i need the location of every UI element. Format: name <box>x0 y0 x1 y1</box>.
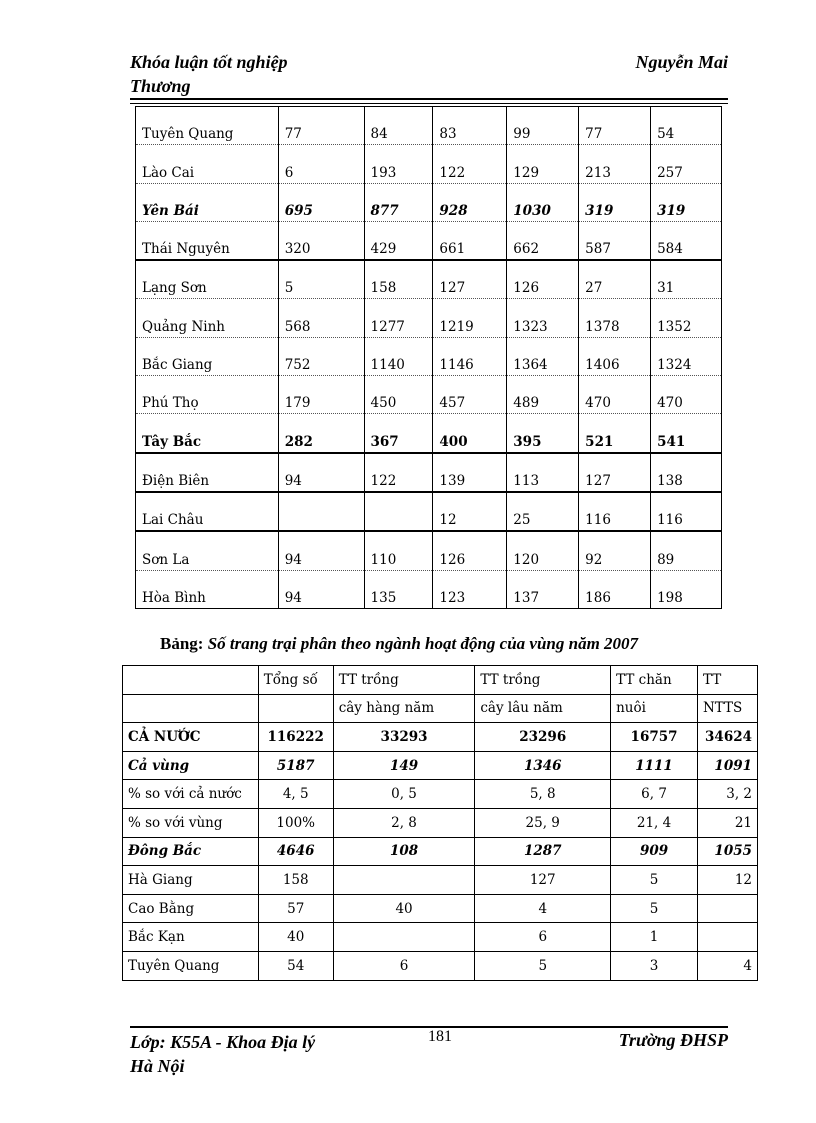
table-row <box>136 453 722 492</box>
table-cell: 1346 <box>475 751 611 780</box>
table-cell: 5 <box>475 951 611 980</box>
table-cell: 1111 <box>611 751 698 780</box>
table-cell: 25, 9 <box>475 808 611 837</box>
farm-count-table-continued <box>135 106 722 609</box>
table-cell: 5, 8 <box>475 780 611 809</box>
header-title-cont: Thương <box>130 76 191 96</box>
table-cell: 5 <box>611 894 698 923</box>
table-cell: 40 <box>258 923 333 952</box>
table-row <box>136 414 722 453</box>
table-cell: 113 <box>507 453 579 492</box>
table-cell: 1219 <box>433 299 507 337</box>
table-cell: 31 <box>651 260 722 299</box>
table-cell: 100% <box>258 808 333 837</box>
footer-city: Hà Nội <box>130 1056 185 1076</box>
footer-left <box>130 1030 315 1078</box>
table-cell: 25 <box>507 492 579 531</box>
table-cell: 158 <box>364 260 433 299</box>
table-cell: 1140 <box>364 337 433 375</box>
table-row <box>123 866 758 895</box>
table-cell: Tây Bắc <box>136 414 279 453</box>
table-cell: 1406 <box>579 337 651 375</box>
table-cell: 116222 <box>258 723 333 752</box>
table-cell: 116 <box>651 492 722 531</box>
table-cell: Cao Bằng <box>123 894 259 923</box>
footer-class: Lớp: K55A - Khoa Địa lý <box>130 1032 316 1052</box>
table-cell: 12 <box>697 866 757 895</box>
table-cell: Tổng số <box>258 666 333 695</box>
table-cell: Cả vùng <box>123 751 259 780</box>
table-cell: Đông Bắc <box>123 837 259 866</box>
table-cell: 83 <box>433 107 507 145</box>
table-cell: 110 <box>364 531 433 570</box>
table-cell: Quảng Ninh <box>136 299 279 337</box>
table-row <box>136 492 722 531</box>
page-number: 181 <box>428 1028 452 1045</box>
table-row <box>123 751 758 780</box>
table-cell: 135 <box>364 570 433 608</box>
table-cell: 54 <box>651 107 722 145</box>
table-cell: TT trồng <box>475 666 611 695</box>
table-cell: 6 <box>475 923 611 952</box>
table-cell: 429 <box>364 221 433 260</box>
table-cell: 1378 <box>579 299 651 337</box>
table-cell: 2, 8 <box>333 808 475 837</box>
table-cell: 4, 5 <box>258 780 333 809</box>
table-cell: 877 <box>364 183 433 221</box>
table-cell: 470 <box>579 376 651 414</box>
table-row <box>123 894 758 923</box>
table-row <box>136 107 722 145</box>
table-cell: 661 <box>433 221 507 260</box>
table-cell: 1091 <box>697 751 757 780</box>
table-cell: Sơn La <box>136 531 279 570</box>
table-cell: 695 <box>278 183 364 221</box>
table-row <box>136 570 722 608</box>
table-cell: 108 <box>333 837 475 866</box>
header-author: Nguyễn Mai <box>635 52 728 72</box>
table-cell: 457 <box>433 376 507 414</box>
table-cell: 584 <box>651 221 722 260</box>
table-cell: 12 <box>433 492 507 531</box>
table-cell: 4646 <box>258 837 333 866</box>
table-cell: Bắc Giang <box>136 337 279 375</box>
table-cell: 33293 <box>333 723 475 752</box>
table-cell: 198 <box>651 570 722 608</box>
table-cell: 3 <box>611 951 698 980</box>
table-cell: 5 <box>611 866 698 895</box>
table-cell: 27 <box>579 260 651 299</box>
table-cell: 120 <box>507 531 579 570</box>
table-cell: 587 <box>579 221 651 260</box>
table-cell: 752 <box>278 337 364 375</box>
table-row <box>136 221 722 260</box>
table-cell: 94 <box>278 453 364 492</box>
table-cell: Lai Châu <box>136 492 279 531</box>
table-cell: 1287 <box>475 837 611 866</box>
table-row <box>123 837 758 866</box>
table-cell: 92 <box>579 531 651 570</box>
table-cell: 127 <box>475 866 611 895</box>
table-cell: 320 <box>278 221 364 260</box>
table-cell: 367 <box>364 414 433 453</box>
table-cell: 470 <box>651 376 722 414</box>
table-cell <box>258 694 333 723</box>
table-row <box>136 531 722 570</box>
table-cell <box>333 923 475 952</box>
table-cell: 6 <box>333 951 475 980</box>
table-cell: 489 <box>507 376 579 414</box>
table-cell: 126 <box>507 260 579 299</box>
table-cell: 1324 <box>651 337 722 375</box>
table-cell: 179 <box>278 376 364 414</box>
table-cell: 1146 <box>433 337 507 375</box>
table-cell: 1364 <box>507 337 579 375</box>
table-cell: 928 <box>433 183 507 221</box>
table-cell: 6, 7 <box>611 780 698 809</box>
table-cell <box>123 694 259 723</box>
table-header-row <box>123 694 758 723</box>
table-row <box>136 145 722 183</box>
table-cell: 21 <box>697 808 757 837</box>
table-row <box>136 260 722 299</box>
table-cell <box>364 492 433 531</box>
table-cell: 54 <box>258 951 333 980</box>
table-cell: cây hàng năm <box>333 694 475 723</box>
table-row <box>136 376 722 414</box>
table-cell: 4 <box>475 894 611 923</box>
table-header-row <box>123 666 758 695</box>
table-cell: 0, 5 <box>333 780 475 809</box>
footer-school: Trường ĐHSP <box>618 1030 728 1050</box>
table-cell: CẢ NƯỚC <box>123 723 259 752</box>
table-cell: TT trồng <box>333 666 475 695</box>
table-cell: 1030 <box>507 183 579 221</box>
table-cell: 1055 <box>697 837 757 866</box>
table-cell: 1 <box>611 923 698 952</box>
table-cell: 257 <box>651 145 722 183</box>
table-row <box>123 951 758 980</box>
table-cell: 193 <box>364 145 433 183</box>
table-row <box>123 723 758 752</box>
table-cell <box>123 666 259 695</box>
table-row <box>123 923 758 952</box>
table-cell: 4 <box>697 951 757 980</box>
table-cell: 139 <box>433 453 507 492</box>
table-cell: 94 <box>278 531 364 570</box>
table-cell: 5187 <box>258 751 333 780</box>
table-row <box>136 299 722 337</box>
table-cell: 77 <box>278 107 364 145</box>
table-cell: % so với cả nước <box>123 780 259 809</box>
table-cell: Phú Thọ <box>136 376 279 414</box>
table-cell: 5 <box>278 260 364 299</box>
header-title: Khóa luận tốt nghiệp <box>130 52 288 72</box>
table-cell: 89 <box>651 531 722 570</box>
table-cell: TT <box>697 666 757 695</box>
table-cell: 1352 <box>651 299 722 337</box>
table-cell: 319 <box>651 183 722 221</box>
table-cell: 126 <box>433 531 507 570</box>
table-caption <box>160 634 638 654</box>
table-cell: 3, 2 <box>697 780 757 809</box>
table-cell: Lào Cai <box>136 145 279 183</box>
table-cell: 149 <box>333 751 475 780</box>
table-cell: 16757 <box>611 723 698 752</box>
table-cell: 40 <box>333 894 475 923</box>
table-cell: 909 <box>611 837 698 866</box>
table-cell: % so với vùng <box>123 808 259 837</box>
table-cell: Tuyên Quang <box>123 951 259 980</box>
table-cell: Hòa Bình <box>136 570 279 608</box>
table-cell: 99 <box>507 107 579 145</box>
table-cell: 84 <box>364 107 433 145</box>
table-cell: 94 <box>278 570 364 608</box>
header-rule <box>130 98 728 100</box>
table-cell: 158 <box>258 866 333 895</box>
table-cell: Hà Giang <box>123 866 259 895</box>
table-cell: Tuyên Quang <box>136 107 279 145</box>
table-cell: 127 <box>433 260 507 299</box>
table-row <box>136 183 722 221</box>
table-cell: 319 <box>579 183 651 221</box>
table-cell: Yên Bái <box>136 183 279 221</box>
table-cell <box>697 894 757 923</box>
table-cell: Thái Nguyên <box>136 221 279 260</box>
table-cell: 122 <box>364 453 433 492</box>
table-cell: 282 <box>278 414 364 453</box>
table-cell: 662 <box>507 221 579 260</box>
table-cell: 122 <box>433 145 507 183</box>
table-cell: 116 <box>579 492 651 531</box>
table-cell: 213 <box>579 145 651 183</box>
header-rule-thin <box>130 103 728 104</box>
table-cell: 400 <box>433 414 507 453</box>
table-cell: 541 <box>651 414 722 453</box>
table-cell: 521 <box>579 414 651 453</box>
table-cell: 450 <box>364 376 433 414</box>
table-cell: 186 <box>579 570 651 608</box>
table-row <box>123 780 758 809</box>
table-cell: 1323 <box>507 299 579 337</box>
table-cell: 34624 <box>697 723 757 752</box>
table-cell: Điện Biên <box>136 453 279 492</box>
table-cell: 568 <box>278 299 364 337</box>
table-cell: 395 <box>507 414 579 453</box>
table-cell: 129 <box>507 145 579 183</box>
table-cell: 21, 4 <box>611 808 698 837</box>
table-cell: 57 <box>258 894 333 923</box>
table-row <box>123 808 758 837</box>
table-cell: Lạng Sơn <box>136 260 279 299</box>
table-cell: NTTS <box>697 694 757 723</box>
table-cell: 77 <box>579 107 651 145</box>
table-row <box>136 337 722 375</box>
table-cell <box>333 866 475 895</box>
table-cell <box>278 492 364 531</box>
table-cell: 1277 <box>364 299 433 337</box>
table-cell: 138 <box>651 453 722 492</box>
table-cell <box>697 923 757 952</box>
farm-activity-table <box>122 665 758 981</box>
table-cell: 127 <box>579 453 651 492</box>
table-cell: nuôi <box>611 694 698 723</box>
table-caption-title: Số trang trại phân theo ngành hoạt động của vùng năm 2007 <box>207 634 639 653</box>
table-cell: Bắc Kạn <box>123 923 259 952</box>
header-left <box>130 50 288 98</box>
table-cell: 137 <box>507 570 579 608</box>
table-cell: cây lâu năm <box>475 694 611 723</box>
table-cell: 6 <box>278 145 364 183</box>
table-caption-prefix: Bảng: <box>160 634 208 653</box>
table-cell: TT chăn <box>611 666 698 695</box>
table-cell: 23296 <box>475 723 611 752</box>
table-cell: 123 <box>433 570 507 608</box>
